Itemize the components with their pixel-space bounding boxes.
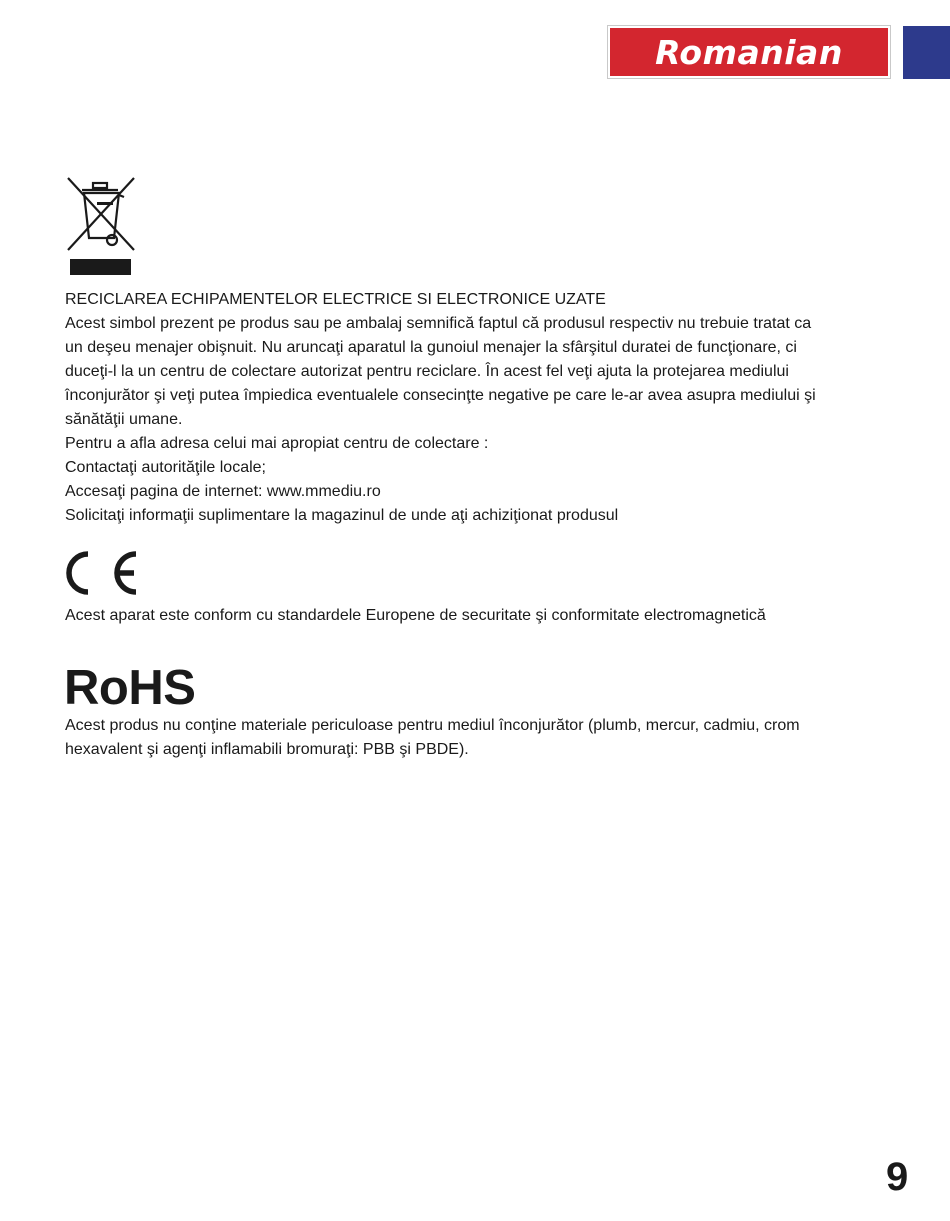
section-edge-tab <box>903 26 950 79</box>
rohs-logo: RoHS <box>64 661 196 715</box>
ce-section <box>65 604 885 628</box>
weee-line: duceţi-l la un centru de colectare autorizat pentru reciclare. În acest fel veţi ajuta la protejarea mediului <box>65 363 789 380</box>
weee-line: sănătăţii umane. <box>65 411 183 428</box>
weee-line: Solicitaţi informaţii suplimentare la magazinul de unde aţi achiziţionat produsul <box>65 507 619 524</box>
weee-heading: RECICLAREA ECHIPAMENTELOR ELECTRICE SI ELECTRONICE UZATE <box>65 291 606 308</box>
weee-line: Pentru a afla adresa celui mai apropiat centru de colectare : <box>65 435 489 452</box>
weee-section <box>65 288 885 528</box>
language-tab: Romanian <box>608 26 890 78</box>
page-number: 9 <box>886 1155 909 1199</box>
weee-line: un deşeu menajer obişnuit. Nu aruncaţi aparatul la gunoiul menajer la sfârşitul duratei de funcţionare, ci <box>65 339 797 356</box>
weee-line: înconjurător şi veţi putea împiedica eventualele consecinţte negative pe care le-ar avea asupra mediului şi <box>65 387 816 404</box>
crossed-out-wheelie-bin-icon <box>64 176 138 276</box>
weee-line: Accesaţi pagina de internet: www.mmediu.ro <box>65 483 381 500</box>
rohs-section <box>65 714 875 762</box>
weee-line: Acest simbol prezent pe produs sau pe ambalaj semnifică faptul că produsul respectiv nu trebuie tratat ca <box>65 315 812 332</box>
ce-mark-icon <box>64 550 140 596</box>
weee-line: Contactaţi autorităţile locale; <box>65 459 266 476</box>
ce-statement: Acest aparat este conform cu standardele Europene de securitate şi conformitate electromagnetică <box>65 607 766 624</box>
rohs-statement: Acest produs nu conţine materiale periculoase pentru mediul înconjurător (plumb, mercur, cadmiu, crom hexavalent şi agenţi inflamabili bromuraţi: PBB şi PBDE). <box>65 717 800 758</box>
